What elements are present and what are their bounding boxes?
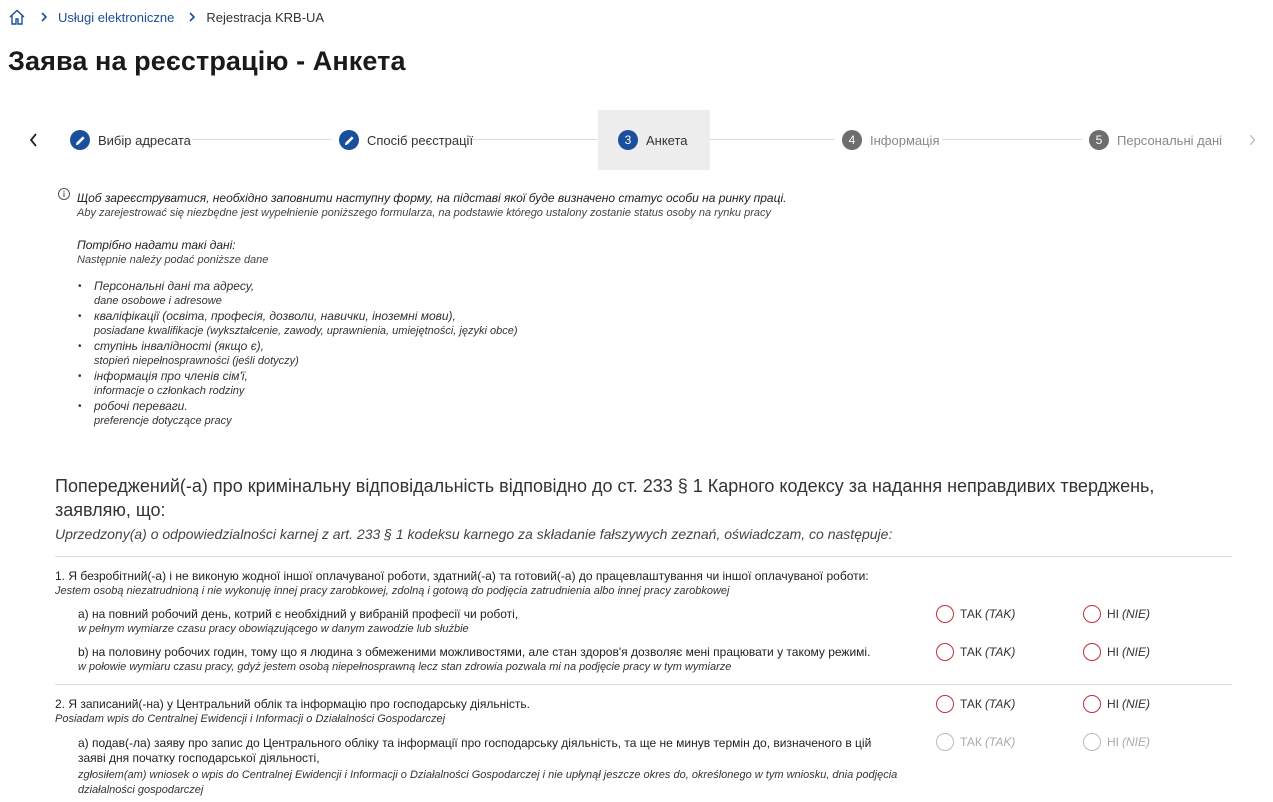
declaration-pl: Uprzedzony(a) o odpowiedzialności karnej z art. 233 § 1 kodeksu karnego za składanie fałszywych zeznań, oświadczam, co następuje: (55, 526, 893, 542)
pencil-icon (339, 130, 359, 150)
radio-circle[interactable] (936, 643, 954, 661)
info-data-ua: Потрібно надати такі дані: (77, 238, 236, 252)
declaration-ua: Попереджений(-а) про кримінальну відповідальність відповідно до ст. 233 § 1 Карного кодексу за надання неправдивих тверджень, заявляю, що: (55, 476, 1155, 520)
breadcrumb (8, 8, 324, 26)
info-data-pl: Następnie należy podać poniższe dane (77, 254, 269, 266)
q2-yes-radio[interactable]: ТАК (TAK) (936, 695, 1015, 713)
radio-circle[interactable] (1083, 643, 1101, 661)
chevron-right-icon (39, 12, 49, 22)
q2a-no-radio[interactable]: НІ (NIE) (1083, 733, 1150, 751)
step-questionnaire[interactable] (598, 110, 710, 170)
step-number: 5 (1089, 130, 1109, 150)
radio-circle[interactable] (936, 695, 954, 713)
step-number: 3 (618, 130, 638, 150)
list-item: • інформація про членів сім'ї, informacje o członkach rodziny (78, 369, 248, 397)
q1b-no-radio[interactable]: НІ (NIE) (1083, 643, 1150, 661)
home-icon[interactable] (8, 8, 26, 26)
step-information (842, 110, 940, 170)
step-personal-data (1089, 110, 1222, 170)
divider (55, 684, 1232, 685)
divider (55, 556, 1232, 557)
list-item: • ступінь інвалідності (якщо є), stopień niepełnosprawności (jeśli dotyczy) (78, 339, 299, 367)
info-intro-pl: Aby zarejestrować się niezbędne jest wypełnienie poniższego formularza, na podstawie którego ustalony zostanie status osoby na rynku pracy (77, 207, 771, 219)
q2a-yes-radio[interactable]: ТАК (TAK) (936, 733, 1015, 751)
info-list (78, 279, 518, 429)
radio-circle[interactable] (936, 605, 954, 623)
stepper-next-button (1244, 132, 1260, 148)
stepper-prev-button[interactable] (26, 132, 42, 148)
step-label: Вибір адресата (98, 132, 191, 148)
step-label: Спосіб реєстрації (367, 132, 474, 148)
radio-circle[interactable] (936, 733, 954, 751)
list-item: • робочі переваги. preferencje dotyczące pracy (78, 399, 232, 427)
radio-circle[interactable] (1083, 733, 1101, 751)
info-icon: i (58, 188, 70, 200)
declaration (55, 474, 1235, 542)
breadcrumb-link-services[interactable]: Usługi elektroniczne (58, 9, 175, 25)
chevron-right-icon (187, 12, 197, 22)
pencil-icon (70, 130, 90, 150)
question-1a: a) на повний робочий день, котрий є необхідний у вибраній професії чи роботі, w pełnym wymiarze czasu pracy obowiązującego w danym zawodzie lub służbie (78, 607, 519, 635)
step-label: Анкета (646, 132, 688, 148)
q2-no-radio[interactable]: НІ (NIE) (1083, 695, 1150, 713)
question-2a: a) подав(-ла) заяву про запис до Центрального обліку та інформації про господарську діяльність, та ще не минув термін до, визначеного в цій заяві дня початку господарської діяльності, zgłosiłem(am) wniosek o wpis do Centralnej Ewidencji i Informacji o Działalności Gospodarczej i nie upłynął jeszcze okres do, określonego w tym wniosku, dnia podjęcia działalności gospodarczej (78, 736, 898, 796)
q1b-yes-radio[interactable]: ТАК (TAK) (936, 643, 1015, 661)
q1a-yes-radio[interactable]: ТАК (TAK) (936, 605, 1015, 623)
question-1: 1. Я безробітний(-а) і не виконую жодної іншої оплачуваної роботи, здатний(-а) та готовий(-а) до працевлаштування чи іншої оплачуваної роботи: Jestem osobą niezatrudnioną i nie wykonuję innej pracy zarobkowej, zdolną i gotową do podjęcia zatrudnienia albo innej pracy zarobkowej (55, 569, 869, 597)
stepper (0, 110, 1273, 170)
info-intro-ua: Щоб зареєструватися, необхідно заповнити наступну форму, на підставі якої буде визначено статус особи на ринку праці. (77, 191, 787, 205)
step-registration-method[interactable] (339, 110, 473, 170)
breadcrumb-current: Rejestracja KRB-UA (206, 9, 325, 25)
step-number: 4 (842, 130, 862, 150)
question-1b: b) на половину робочих годин, тому що я людина з обмеженими можливостями, але стан здоров'я дозволяє мені працювати у такому режимі. w połowie wymiaru czasu pracy, gdyż jestem osobą niepełnosprawną lecz stan zdrowia pozwala mi na podjęcie pracy w tym wymiarze (78, 645, 871, 673)
radio-circle[interactable] (1083, 605, 1101, 623)
list-item: • кваліфікації (освіта, професія, дозволи, навички, іноземні мови), posiadane kwalifikacje (wykształcenie, zawody, uprawnienia, umiejętności, języki obce) (78, 309, 518, 337)
q1a-no-radio[interactable]: НІ (NIE) (1083, 605, 1150, 623)
step-recipient[interactable] (70, 110, 191, 170)
question-2: 2. Я записаний(-на) у Центральний облік та інформацію про господарську діяльність. Posiadam wpis do Centralnej Ewidencji i Informacji o Działalności Gospodarczej (55, 697, 530, 725)
page-title: Заява на реєстрацію - Анкета (8, 46, 406, 76)
radio-circle[interactable] (1083, 695, 1101, 713)
list-item: • Персональні дані та адресу, dane osobowe i adresowe (78, 279, 255, 307)
step-label: Інформація (870, 132, 940, 148)
step-label: Персональні дані (1117, 132, 1223, 148)
